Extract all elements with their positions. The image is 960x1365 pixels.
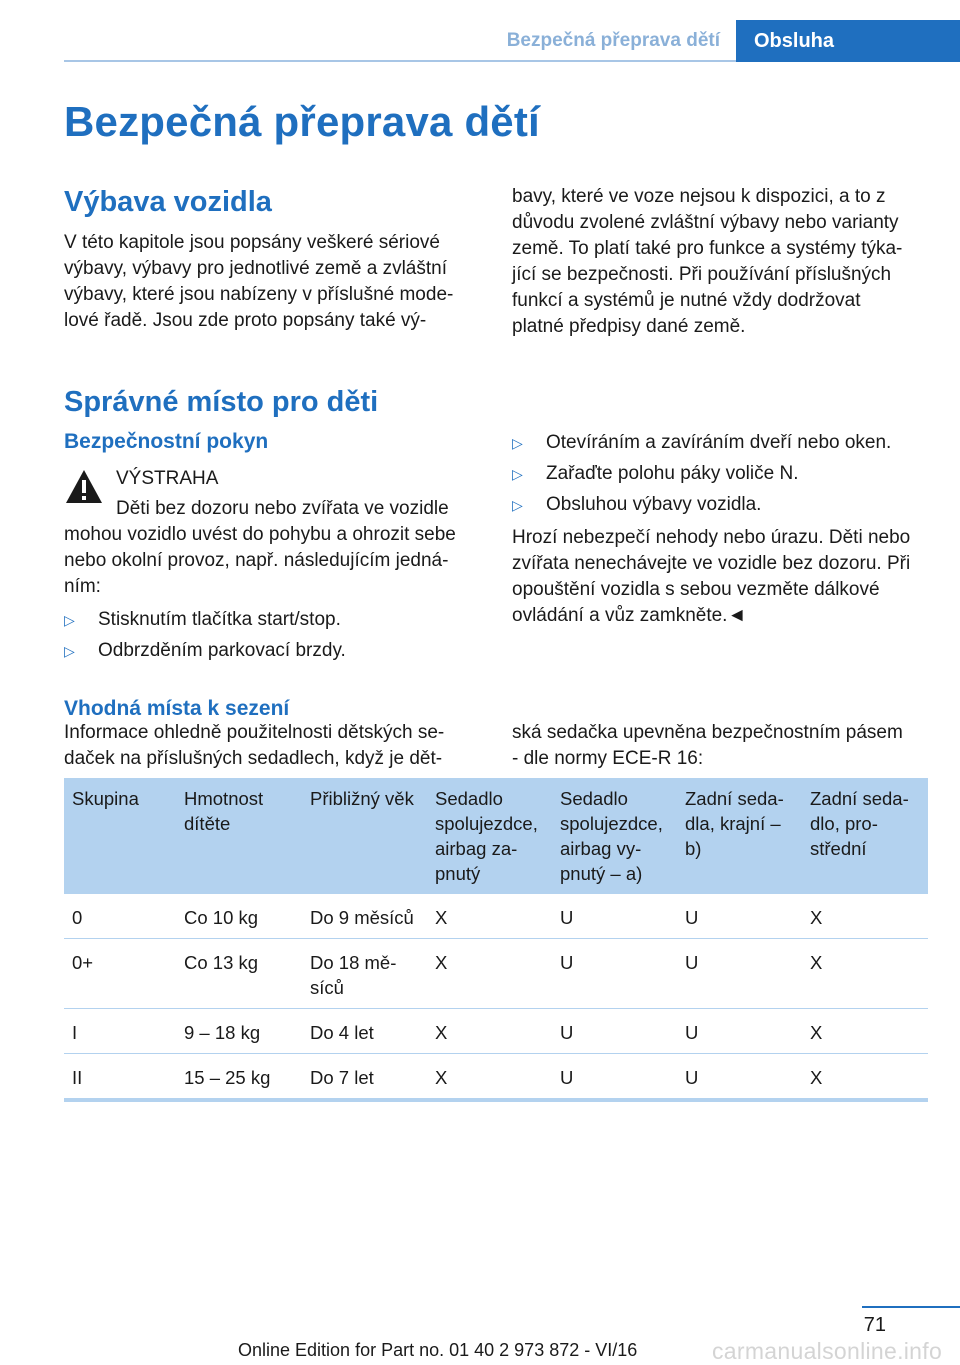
cell-line: X [810, 907, 823, 928]
table-cell [64, 939, 176, 1009]
cell-line: X [810, 952, 823, 973]
table-cell [427, 894, 552, 939]
cell-line: pnutý – a) [560, 863, 643, 884]
cell-line: U [560, 952, 574, 973]
cell-line: airbag za‐ [435, 838, 518, 859]
table-header-cell [552, 778, 677, 894]
cell-line: 9 – 18 kg [184, 1022, 261, 1043]
text-line: výbavy, které jsou nabízeny v příslušné mode‐ [64, 284, 454, 305]
cell-line: U [685, 1067, 699, 1088]
page-title: Bezpečná přeprava dětí [64, 98, 540, 145]
subheading-safety: Bezpečnostní pokyn [64, 430, 269, 453]
cell-line: Skupina [72, 788, 139, 809]
cell-line: U [685, 952, 699, 973]
table-header-cell [802, 778, 928, 894]
table-row [64, 894, 928, 939]
header-tab-obsluha[interactable]: Obsluha [736, 20, 960, 62]
cell-line: X [435, 1022, 448, 1043]
table-cell [802, 1054, 928, 1101]
cell-line: 15 – 25 kg [184, 1067, 271, 1088]
table-body [64, 894, 928, 1100]
watermark: carmanualsonline.info [712, 1338, 943, 1364]
table-header-cell [677, 778, 802, 894]
cell-line: síců [310, 977, 344, 998]
footer-rule [862, 1306, 960, 1308]
triangle-bullet-icon: ▷ [64, 643, 75, 659]
text-line: Informace ohledně použitelnosti dětských se‐ [64, 722, 445, 743]
cell-line: Do 4 let [310, 1022, 374, 1043]
table-row [64, 1009, 928, 1054]
text-line: jící se bezpečnosti. Při používání příslušných [512, 264, 892, 285]
seating-table [64, 778, 928, 1102]
triangle-bullet-icon: ▷ [64, 612, 75, 628]
table-cell [427, 1054, 552, 1101]
table-cell [802, 1009, 928, 1054]
cell-line: Sedadlo [560, 788, 628, 809]
table-cell [176, 1054, 302, 1101]
text-line: Děti bez dozoru nebo zvířata ve vozidle [116, 498, 449, 519]
table-cell [427, 1009, 552, 1054]
text-line: platné předpisy dané země. [512, 316, 746, 337]
cell-line: Přibližný věk [310, 788, 414, 809]
text-line: daček na příslušných sedadlech, když je dět‐ [64, 748, 443, 769]
text-line: země. To platí také pro funkce a systémy týka‐ [512, 238, 903, 259]
text-line: bavy, které ve voze nejsou k dispozici, a to z [512, 186, 886, 207]
table-cell [64, 894, 176, 939]
cell-line: Zadní seda‐ [685, 788, 784, 809]
cell-line: U [560, 1022, 574, 1043]
cell-line: U [560, 1067, 574, 1088]
subheading-suitable-seats: Vhodná místa k sezení [64, 697, 290, 720]
text-line: - dle normy ECE-R 16: [512, 748, 704, 769]
cell-line: II [72, 1067, 83, 1088]
table-cell [302, 1009, 427, 1054]
page-number: 71 [863, 1314, 886, 1336]
text-line: ská sedačka upevněna bezpečnostním pásem [512, 722, 903, 743]
table-row [64, 939, 928, 1009]
cell-line: spolujezdce, [560, 813, 663, 834]
table-cell [302, 1054, 427, 1101]
edition-text: Online Edition for Part no. 01 40 2 973 872 - VI/16 [238, 1340, 638, 1360]
table-cell [176, 1009, 302, 1054]
table-header-cell [64, 778, 176, 894]
table-row [64, 1054, 928, 1101]
cell-line: Do 9 měsíců [310, 907, 414, 928]
section-heading-right-place: Správné místo pro děti [64, 386, 379, 418]
cell-line: Hmotnost [184, 788, 264, 809]
text-line: zvířata nenechávejte ve vozidle bez dozoru. Při [512, 553, 911, 574]
text-line: nebo okolní provoz, např. následujícím jedná‐ [64, 550, 449, 571]
table-cell [176, 894, 302, 939]
cell-line: U [560, 907, 574, 928]
text-line: opouštění vozidla s sebou vezměte dálkové [512, 579, 880, 600]
table-cell [802, 939, 928, 1009]
section-heading-equipment: Výbava vozidla [64, 186, 272, 218]
table-cell [552, 939, 677, 1009]
equipment-text-right [512, 184, 928, 340]
table-cell [302, 894, 427, 939]
table-cell [802, 894, 928, 939]
cell-line: spolujezdce, [435, 813, 538, 834]
table-cell [677, 1009, 802, 1054]
cell-line: X [810, 1022, 823, 1043]
triangle-bullet-icon: ▷ [512, 466, 523, 482]
cell-line: b) [685, 838, 702, 859]
table-cell [677, 1054, 802, 1101]
text-line: výbavy, výbavy pro jednotlivé země a zvláštní [64, 258, 447, 279]
cell-line: X [810, 1067, 823, 1088]
hazard-text [512, 525, 928, 629]
table-cell [552, 1054, 677, 1101]
triangle-bullet-icon: ▷ [512, 497, 523, 513]
cell-line: U [685, 907, 699, 928]
table-header-cell [427, 778, 552, 894]
suitable-text-left [64, 720, 478, 772]
text-line: Hrozí nebezpečí nehody nebo úrazu. Děti nebo [512, 527, 911, 548]
text-line: mohou vozidlo uvést do pohybu a ohrozit sebe [64, 524, 456, 545]
table-header-row [64, 778, 928, 894]
cell-line: Co 10 kg [184, 907, 259, 928]
warning-text [64, 496, 482, 600]
cell-line: střední [810, 838, 867, 859]
text-line: lové řadě. Jsou zde proto popsány také vý‐ [64, 310, 427, 331]
cell-line: dítěte [184, 813, 231, 834]
cell-line: pnutý [435, 863, 481, 884]
text-line: ním: [64, 576, 101, 597]
cell-line: X [435, 1067, 448, 1088]
table-cell [302, 939, 427, 1009]
cell-line: 0+ [72, 952, 94, 973]
header-section-title: Bezpečná přeprava dětí [506, 30, 720, 51]
table-header-cell [302, 778, 427, 894]
text-line: důvodu zvolené zvláštní výbavy nebo varianty [512, 212, 899, 233]
table-cell [427, 939, 552, 1009]
cell-line: Co 13 kg [184, 952, 259, 973]
cell-line: dla, krajní – [685, 813, 781, 834]
table-cell [176, 939, 302, 1009]
triangle-bullet-icon: ▷ [512, 435, 523, 451]
warning-title: VÝSTRAHA [116, 468, 219, 489]
table-cell [64, 1009, 176, 1054]
table-cell [552, 1009, 677, 1054]
equipment-text-left [64, 230, 478, 334]
suitable-text-right [512, 720, 928, 772]
cell-line: airbag vy‐ [560, 838, 642, 859]
table-cell [64, 1054, 176, 1101]
cell-line: Zadní seda‐ [810, 788, 909, 809]
table-cell [677, 894, 802, 939]
cell-line: Do 7 let [310, 1067, 374, 1088]
cell-line: X [435, 952, 448, 973]
text-line: ovládání a vůz zamkněte.◄ [512, 605, 747, 626]
cell-line: U [685, 1022, 699, 1043]
table-header-cell [176, 778, 302, 894]
text-line: funkcí a systémů je nutné vždy dodržovat [512, 290, 861, 311]
text-line: V této kapitole jsou popsány veškeré sériové [64, 232, 440, 253]
table-cell [677, 939, 802, 1009]
table-cell [552, 894, 677, 939]
cell-line: X [435, 907, 448, 928]
cell-line: Sedadlo [435, 788, 503, 809]
cell-line: Do 18 mě‐ [310, 952, 397, 973]
cell-line: dlo, pro‐ [810, 813, 878, 834]
cell-line: I [72, 1022, 78, 1043]
cell-line: 0 [72, 907, 83, 928]
